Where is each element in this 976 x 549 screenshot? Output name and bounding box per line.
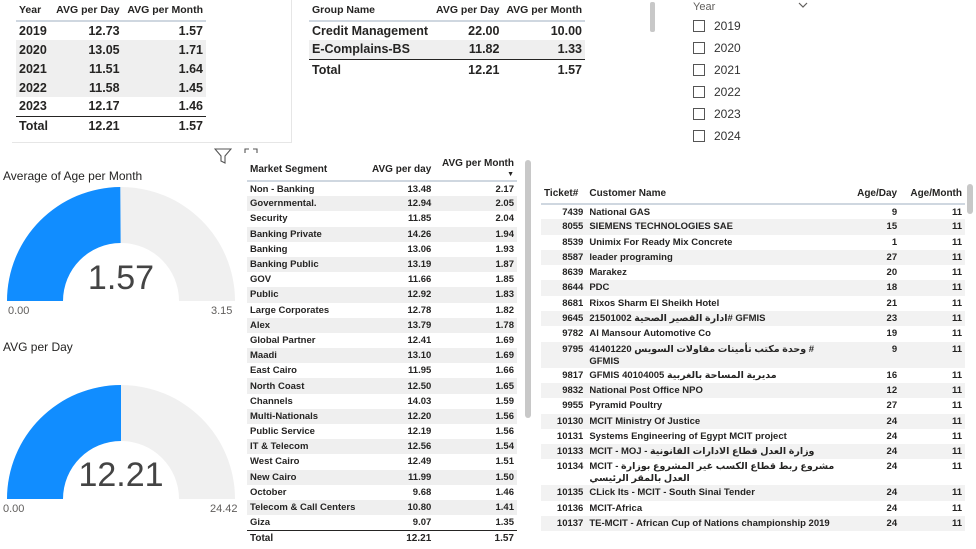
cell-age-day: 9	[848, 342, 900, 368]
cell-age-day: 27	[886, 400, 898, 412]
cell-market-segment: Non - Banking	[250, 183, 315, 195]
cell-avg-month: 1.50	[434, 470, 517, 485]
cell-avg-month: 10.00	[550, 24, 582, 38]
col-header-ticket[interactable]: Ticket#	[541, 181, 586, 204]
cell-year: 2021	[16, 59, 52, 78]
scrollbar[interactable]	[525, 160, 531, 418]
scrollbar[interactable]	[650, 2, 655, 32]
cell-age-month: 11	[951, 502, 962, 514]
table-row[interactable]	[247, 485, 517, 500]
cell-avg-day: 13.79	[365, 318, 434, 333]
cell-avg-month: 1.93	[495, 243, 514, 255]
table-row[interactable]	[247, 333, 517, 348]
total-row	[16, 116, 206, 136]
cell-age-month: 11	[900, 383, 965, 398]
cell-total-avg-month: 1.57	[502, 59, 585, 81]
table-row[interactable]	[247, 424, 517, 439]
customer-table	[541, 181, 965, 531]
slicer-item-2021[interactable]	[693, 61, 741, 79]
cell-avg-day: 12.41	[407, 334, 432, 346]
cell-avg-month: 1.71	[123, 40, 206, 59]
table-row[interactable]	[541, 398, 965, 413]
cell-market-segment: North Coast	[247, 378, 365, 393]
table-row[interactable]	[247, 257, 517, 272]
cell-age-month: 11	[900, 280, 965, 295]
cell-customer-name: MCIT Ministry Of Justice	[586, 414, 848, 429]
col-header-age-day[interactable]: Age/Day	[848, 181, 900, 204]
cell-ticket: 10136	[556, 502, 584, 514]
table-row[interactable]	[16, 78, 206, 97]
cell-avg-month: 1.83	[434, 287, 517, 302]
cell-ticket: 10137	[541, 516, 586, 531]
slicer-item-label: 2022	[714, 85, 741, 99]
cell-avg-day: 11.99	[365, 470, 434, 485]
table-row[interactable]	[541, 459, 965, 485]
cell-avg-month: 2.17	[495, 183, 514, 195]
cell-year: 2023	[19, 99, 47, 114]
slicer-item-2024[interactable]	[693, 127, 741, 145]
cell-avg-month: 1.94	[434, 227, 517, 242]
table-row[interactable]	[247, 348, 517, 363]
cell-avg-day: 12.78	[407, 304, 432, 316]
table-row[interactable]	[247, 515, 517, 530]
market-segment-visual	[247, 158, 517, 546]
cell-avg-month: 1.33	[502, 40, 585, 59]
col-header-group-name[interactable]: Group Name	[309, 0, 432, 21]
cell-avg-day: 11.85	[408, 213, 432, 225]
cell-age-month: 11	[951, 430, 962, 442]
cell-market-segment: Global Partner	[250, 334, 316, 346]
cell-avg-month: 1.66	[495, 365, 514, 377]
cell-year: 2022	[16, 78, 52, 97]
cell-customer-name: GFMIS 40104005 مديرية المساحة بالغربية	[589, 369, 777, 381]
cell-ticket: 8644	[541, 280, 586, 295]
checkbox[interactable]	[693, 130, 705, 142]
cell-avg-day: 11.51	[52, 59, 123, 78]
cell-ticket: 8639	[562, 267, 584, 279]
table-row[interactable]	[247, 394, 517, 409]
cell-customer-name: SIEMENS TECHNOLOGIES SAE	[586, 219, 848, 234]
cell-avg-day: 12.49	[407, 456, 432, 468]
cell-avg-month: 1.69	[495, 334, 514, 346]
cell-customer-name: MCIT - مشروع ربط قطاع الكسب غير المشروع بوزارة العدل بالمقر الرئيسي	[589, 461, 835, 485]
market-segment-table	[247, 158, 517, 546]
cell-avg-month: 1.59	[495, 395, 514, 407]
cell-age-month: 11	[900, 485, 965, 500]
slicer-item-label: 2024	[714, 129, 741, 143]
cell-age-day: 24	[848, 485, 900, 500]
cell-avg-day: 10.80	[365, 500, 434, 515]
table-row[interactable]	[247, 211, 517, 226]
cell-market-segment: Governmental.	[247, 196, 365, 211]
cell-age-month: 11	[951, 461, 962, 473]
checkbox[interactable]	[693, 20, 705, 32]
table-row[interactable]	[247, 181, 517, 196]
cell-avg-day: 22.00	[468, 24, 500, 38]
col-header-avg-month[interactable]: AVG per Month	[502, 0, 585, 21]
table-row[interactable]	[247, 470, 517, 485]
cell-total-label: Total	[16, 116, 52, 136]
cell-avg-day: 12.73	[88, 24, 120, 38]
table-row[interactable]	[247, 242, 517, 257]
cell-age-month: 11	[900, 250, 965, 265]
table-row[interactable]	[247, 454, 517, 469]
cell-avg-month: 1.41	[434, 500, 517, 515]
cell-age-day: 24	[886, 430, 898, 442]
table-row[interactable]	[247, 318, 517, 333]
cell-ticket: 8681	[562, 297, 584, 309]
cell-age-day: 9	[891, 207, 898, 218]
cell-market-segment: Public	[247, 287, 365, 302]
checkbox[interactable]	[693, 86, 705, 98]
cell-customer-name: Unimix For Ready Mix Concrete	[589, 236, 733, 248]
cell-avg-day: 12.50	[365, 378, 434, 393]
gauge-title-month: Average of Age per Month	[3, 169, 143, 183]
cell-age-day: 18	[848, 280, 900, 295]
cell-ticket: 9832	[541, 383, 586, 398]
cell-age-day: 23	[848, 311, 900, 326]
cell-avg-month: 1.54	[434, 439, 517, 454]
gauge-max-month: 3.15	[211, 305, 233, 317]
cell-total-label: Total	[247, 530, 365, 545]
cell-market-segment: Telecom & Call Centers	[247, 500, 365, 515]
cell-ticket: 8587	[541, 250, 586, 265]
cell-customer-name: National GAS	[589, 207, 651, 218]
cell-customer-name: leader programing	[586, 250, 848, 265]
table-row[interactable]	[541, 383, 965, 398]
table-row[interactable]	[541, 368, 965, 383]
cell-avg-month: 1.87	[434, 257, 517, 272]
col-header-age-month[interactable]	[900, 181, 965, 204]
cell-avg-month: 1.64	[123, 59, 206, 78]
cell-age-month: 11	[900, 219, 965, 234]
table-row[interactable]	[16, 59, 206, 78]
cell-avg-day: 11.82	[432, 40, 502, 59]
cell-total-label: Total	[309, 59, 432, 81]
table-row[interactable]	[309, 40, 585, 59]
cell-age-day: 24	[848, 444, 900, 459]
table-row[interactable]	[541, 516, 965, 531]
table-row[interactable]	[541, 250, 965, 265]
gauge-title-day: AVG per Day	[3, 340, 73, 354]
slicer-item-label: 2019	[714, 19, 741, 33]
cell-market-segment: Channels	[250, 395, 293, 407]
table-row[interactable]	[541, 501, 965, 516]
total-row	[309, 59, 585, 81]
group-summary-table	[309, 0, 585, 81]
cell-avg-month: 1.57	[178, 24, 203, 38]
cell-group-name: Credit Management	[312, 24, 428, 38]
cell-age-day: 15	[848, 219, 900, 234]
cell-ticket: 9645	[541, 311, 586, 326]
cell-market-segment: Banking Private	[247, 227, 365, 242]
cell-total-avg-day: 12.21	[432, 59, 502, 81]
table-row[interactable]	[247, 378, 517, 393]
col-header-year[interactable]: Year	[16, 0, 52, 21]
cell-ticket: 8055	[541, 219, 586, 234]
cell-avg-month: 1.56	[434, 409, 517, 424]
col-header-customer-name[interactable]: Customer Name	[586, 181, 848, 204]
cell-total-value: 12.21	[365, 530, 434, 545]
cell-year: 2019	[19, 24, 47, 38]
cell-customer-name: PDC	[586, 280, 848, 295]
scrollbar[interactable]	[967, 184, 973, 214]
cell-avg-day: 11.66	[408, 274, 432, 286]
cell-age-month: 11	[951, 207, 962, 218]
cell-age-month: 11	[900, 342, 965, 368]
cell-avg-month: 1.56	[495, 426, 514, 438]
total-row	[247, 530, 517, 545]
table-row[interactable]	[16, 21, 206, 40]
slicer-item-2022[interactable]	[693, 83, 741, 101]
gauge-max-day: 24.42	[210, 503, 238, 515]
table-row[interactable]	[541, 280, 965, 295]
cell-customer-name: Marakez	[589, 267, 627, 279]
cell-market-segment: GOV	[250, 274, 272, 286]
cell-age-day: 24	[848, 516, 900, 531]
cell-age-day: 24	[886, 461, 898, 473]
cell-total-value: 1.57	[434, 530, 517, 545]
cell-market-segment: Banking	[250, 243, 288, 255]
gauge-min-month: 0.00	[8, 305, 30, 317]
table-row[interactable]	[541, 265, 965, 280]
cell-ticket: 8539	[562, 236, 584, 248]
cell-age-day: 27	[848, 250, 900, 265]
table-row[interactable]	[247, 272, 517, 287]
table-row[interactable]	[247, 500, 517, 515]
cell-avg-day: 9.07	[412, 516, 432, 528]
cell-ticket: 10134	[556, 461, 584, 473]
cell-ticket: 9817	[562, 369, 584, 381]
cell-avg-month: 1.65	[434, 378, 517, 393]
cell-market-segment: October	[250, 486, 287, 498]
cell-ticket: 7439	[562, 207, 584, 218]
cell-ticket: 9782	[562, 328, 584, 340]
cell-age-day: 24	[848, 414, 900, 429]
table-row[interactable]	[541, 414, 965, 429]
table-row[interactable]	[541, 311, 965, 326]
cell-avg-month: 1.45	[123, 78, 206, 97]
col-header-avg-day[interactable]: AVG per Day	[52, 0, 123, 21]
slicer-item-2019[interactable]	[693, 17, 741, 35]
cell-avg-month: 2.04	[495, 213, 514, 225]
cell-avg-month: 1.46	[495, 486, 514, 498]
cell-avg-day: 14.03	[407, 395, 432, 407]
slicer-title: Year	[693, 1, 716, 13]
table-row[interactable]	[541, 429, 965, 444]
table-row[interactable]	[247, 439, 517, 454]
cell-avg-month: 1.78	[434, 318, 517, 333]
cell-avg-month: 1.51	[495, 456, 514, 468]
cell-avg-day: 13.48	[407, 183, 432, 195]
cell-avg-day: 11.58	[52, 78, 123, 97]
year-slicer	[690, 0, 820, 148]
table-row[interactable]	[541, 204, 965, 219]
table-row[interactable]	[541, 444, 965, 459]
cell-customer-name: Pyramid Poultry	[589, 400, 663, 412]
cell-age-month: 11	[951, 236, 962, 248]
cell-customer-name: MCIT-Africa	[589, 502, 643, 514]
cell-market-segment: Banking Public	[247, 257, 365, 272]
cell-year: 2020	[16, 40, 52, 59]
cell-customer-name: Systems Engineering of Egypt MCIT project	[589, 430, 787, 442]
cell-age-day: 16	[886, 369, 898, 381]
cell-avg-day: 12.19	[407, 426, 432, 438]
col-header-label: Age/Month	[910, 188, 962, 199]
table-row[interactable]	[247, 227, 517, 242]
sort-descending-icon: ▼	[507, 170, 514, 178]
cell-market-segment: Maadi	[247, 348, 365, 363]
cell-avg-day: 12.20	[365, 409, 434, 424]
cell-avg-month: 1.46	[178, 99, 203, 114]
cell-avg-day: 13.10	[365, 348, 434, 363]
cell-age-day: 19	[886, 328, 898, 340]
cell-total-avg-day: 12.21	[52, 116, 123, 136]
table-row[interactable]	[247, 363, 517, 378]
table-row[interactable]	[247, 196, 517, 211]
filter-icon[interactable]	[214, 148, 232, 164]
cell-ticket: 9795	[541, 342, 586, 368]
cell-avg-day: 13.05	[52, 40, 123, 59]
cell-age-month: 11	[900, 516, 965, 531]
cell-customer-name: 21501002 ادارة القصير الصحية# GFMIS	[586, 311, 848, 326]
cell-avg-day: 12.17	[88, 99, 120, 114]
cell-age-day: 21	[886, 297, 898, 309]
table-row[interactable]	[16, 97, 206, 116]
table-row[interactable]	[541, 485, 965, 500]
cell-customer-name: Al Mansour Automotive Co	[589, 328, 711, 340]
cell-avg-day: 12.94	[365, 196, 434, 211]
cell-avg-day: 14.26	[365, 227, 434, 242]
cell-market-segment: East Cairo	[250, 365, 297, 377]
cell-age-month: 11	[951, 400, 962, 412]
col-header-avg-month[interactable]	[434, 158, 517, 181]
cell-age-month: 11	[900, 414, 965, 429]
slicer-item-label: 2021	[714, 63, 741, 77]
cell-ticket: 10135	[541, 485, 586, 500]
cell-market-segment: New Cairo	[247, 470, 365, 485]
group-summary-visual	[309, 0, 585, 82]
cell-ticket: 10130	[541, 414, 586, 429]
cell-age-month: 11	[951, 297, 962, 309]
cell-avg-month: 1.69	[434, 348, 517, 363]
table-row[interactable]	[309, 21, 585, 40]
cell-ticket: 10131	[556, 430, 584, 442]
cell-age-month: 11	[951, 267, 962, 279]
col-header-label: AVG per Month	[441, 158, 514, 169]
cell-age-month: 11	[951, 328, 962, 340]
cell-total-avg-month: 1.57	[123, 116, 206, 136]
cell-market-segment: IT & Telecom	[247, 439, 365, 454]
slicer-item-2023[interactable]	[693, 105, 741, 123]
customer-visual	[541, 181, 965, 549]
table-row[interactable]	[16, 40, 206, 59]
cell-age-day: 24	[886, 502, 898, 514]
cell-avg-month: 1.82	[495, 304, 514, 316]
table-row[interactable]	[247, 303, 517, 318]
cell-avg-day: 12.92	[365, 287, 434, 302]
table-row[interactable]	[541, 342, 965, 368]
slicer-item-2020[interactable]	[693, 39, 741, 57]
cell-market-segment: Multi-Nationals	[247, 409, 365, 424]
cell-customer-name: Rixos Sharm El Sheikh Hotel	[589, 297, 720, 309]
table-row[interactable]	[247, 287, 517, 302]
table-row[interactable]	[541, 219, 965, 234]
slicer-item-label: 2023	[714, 107, 741, 121]
cell-customer-name: 41401220 وحدة مكتب تأمينات مقاولات السويس # GFMIS	[586, 342, 848, 368]
col-header-avg-day[interactable]: AVG per Day	[432, 0, 502, 21]
cell-customer-name: CLick Its - MCIT - South Sinai Tender	[586, 485, 848, 500]
cell-age-month: 11	[951, 369, 962, 381]
cell-customer-name: TE-MCIT - African Cup of Nations championship 2019	[586, 516, 848, 531]
cell-avg-month: 1.35	[495, 516, 514, 528]
col-header-avg-day[interactable]: AVG per day	[365, 158, 434, 181]
table-row[interactable]	[541, 235, 965, 250]
cell-age-month: 11	[900, 311, 965, 326]
cell-avg-day: 13.06	[407, 243, 432, 255]
cell-market-segment: Giza	[250, 516, 271, 528]
cell-group-name: E-Complains-BS	[309, 40, 432, 59]
cell-age-day: 1	[891, 236, 898, 248]
slicer-item-label: 2020	[714, 41, 741, 55]
chevron-down-icon[interactable]	[798, 0, 808, 10]
checkbox[interactable]	[693, 64, 705, 76]
cell-market-segment: Public Service	[250, 426, 315, 438]
table-row[interactable]	[541, 296, 965, 311]
gauge-value-day: 12.21	[78, 456, 164, 494]
col-header-market-segment[interactable]: Market Segment	[247, 158, 365, 181]
gauge-min-day: 0.00	[3, 503, 25, 515]
year-summary-table	[16, 0, 206, 136]
col-header-avg-month[interactable]: AVG per Month	[123, 0, 206, 21]
cell-avg-month: 2.05	[434, 196, 517, 211]
year-summary-visual	[12, 0, 292, 143]
cell-market-segment: West Cairo	[250, 456, 300, 468]
cell-market-segment: Large Corporates	[250, 304, 330, 316]
cell-avg-day: 11.95	[408, 365, 432, 377]
cell-customer-name: National Post Office NPO	[586, 383, 848, 398]
cell-ticket: 9955	[562, 400, 584, 412]
checkbox[interactable]	[693, 42, 705, 54]
cell-age-day: 12	[848, 383, 900, 398]
table-row[interactable]	[247, 409, 517, 424]
cell-age-month: 11	[900, 444, 965, 459]
cell-market-segment: Alex	[247, 318, 365, 333]
cell-market-segment: Security	[250, 213, 288, 225]
cell-avg-month: 1.85	[495, 274, 514, 286]
table-row[interactable]	[541, 326, 965, 341]
cell-customer-name: MCIT - MOJ - وزارة العدل قطاع الادارات القانونية	[586, 444, 848, 459]
gauge-value-month: 1.57	[87, 259, 155, 297]
cell-avg-day: 9.68	[412, 486, 432, 498]
cell-ticket: 10133	[541, 444, 586, 459]
cell-avg-day: 12.56	[365, 439, 434, 454]
cell-avg-day: 13.19	[365, 257, 434, 272]
checkbox[interactable]	[693, 108, 705, 120]
cell-age-day: 20	[886, 267, 898, 279]
